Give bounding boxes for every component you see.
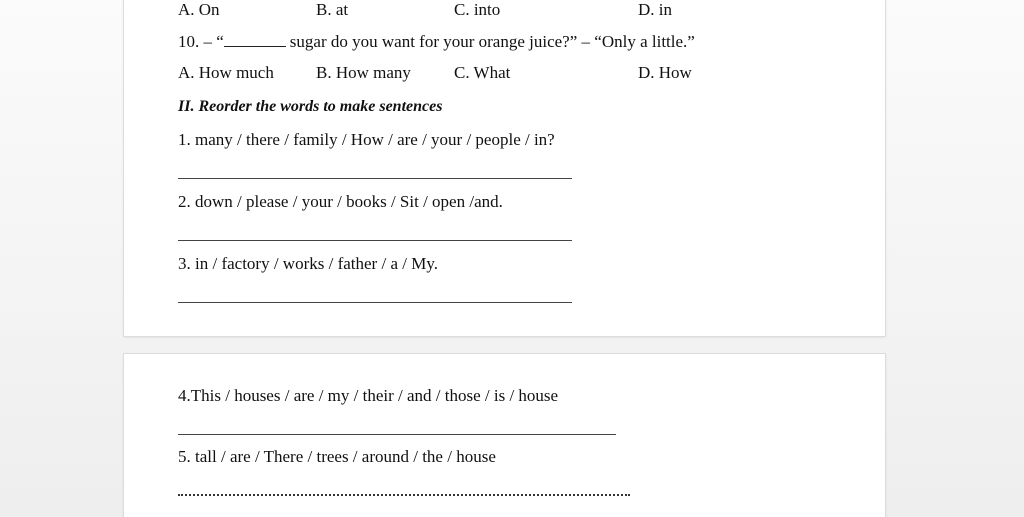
reorder-item-2: 2. down / please / your / books / Sit / open /and. xyxy=(178,192,503,211)
reorder-item-1: 1. many / there / family / How / are / your / people / in? xyxy=(178,130,555,149)
document-page-2 xyxy=(124,354,885,517)
option-d: D. How xyxy=(638,63,692,82)
answer-line-4 xyxy=(178,434,616,435)
answer-line-1 xyxy=(178,178,572,179)
reorder-item-4: 4.This / houses / are / my / their / and / those / is / house xyxy=(178,386,559,405)
answer-dotted-line-5 xyxy=(178,494,630,496)
question-10 xyxy=(178,32,695,52)
option-c: C. into xyxy=(454,0,501,19)
section-heading: II. Reorder the words to make sentences xyxy=(178,98,443,115)
answer-line-2 xyxy=(178,240,572,241)
reorder-item-5: 5. tall / are / There / trees / around / the / house xyxy=(178,447,496,466)
option-b: B. How many xyxy=(316,63,411,82)
fill-blank xyxy=(224,32,286,47)
option-a: A. On xyxy=(178,0,220,19)
document-page-1 xyxy=(124,0,885,336)
option-a: A. How much xyxy=(178,63,274,82)
option-d: D. in xyxy=(638,0,672,19)
answer-line-3 xyxy=(178,302,572,303)
option-c: C. What xyxy=(454,63,511,82)
question-10-text: sugar do you want for your orange juice?” – “Only a little.” xyxy=(289,32,695,51)
reorder-item-3: 3. in / factory / works / father / a / My. xyxy=(178,254,438,273)
option-b: B. at xyxy=(316,0,349,19)
question-10-prefix: 10. – “ xyxy=(178,32,224,51)
